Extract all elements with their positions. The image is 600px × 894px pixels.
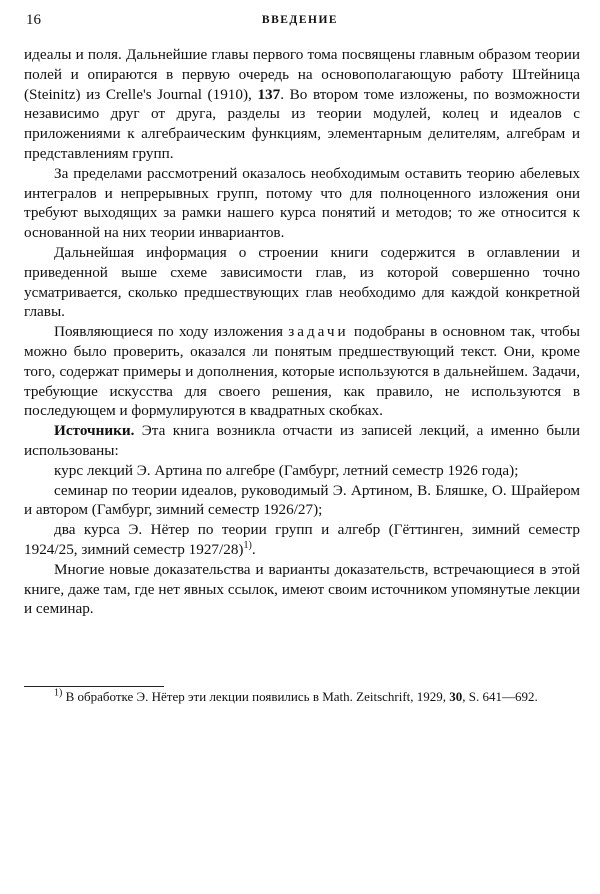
source-item-noether-courses	[24, 520, 580, 560]
page-number: 16	[26, 12, 41, 28]
footnote-marker: 1)	[54, 687, 63, 699]
paragraph-4-start: Появляющиеся по ходу изложения	[54, 323, 283, 341]
footnote-divider	[24, 686, 164, 687]
sources-heading: Источники.	[54, 422, 135, 440]
footnote-ref[interactable]: 1)	[243, 539, 252, 551]
source-item-artin-course: курс лекций Э. Артина по алгебре (Гамбург, летний семестр 1926 года);	[54, 461, 519, 479]
paragraph-structure-info: Дальнейшая информация о строении книги содержится в оглавлении и приведенной выше схеме зависимости глав, из которой совершенно точно усматривается, сколько предшествующих глав необходимо для каждой конкретной главы.	[24, 243, 580, 321]
paragraph-8-end: .	[251, 540, 256, 558]
paragraph-1-rest: . Во втором томе изложены, по возможности независимо друг от друга, разделы из теории модулей, колец и идеалов с приложениями к алгебраическим функциям, элементарным делителям, алгебрам и представлениям групп.	[24, 85, 580, 162]
paragraph-sources	[24, 421, 580, 461]
footnote-text-end: , S. 641—692.	[462, 689, 538, 704]
paragraph-proofs-origin: Многие новые доказательства и варианты доказательств, встречающиеся в этой книге, даже там, где нет явных ссылок, имеют своим источником упомянутые лекции и семинар.	[24, 560, 580, 618]
spaced-word-exercises: задачи	[288, 323, 349, 341]
paragraph-exercises	[24, 322, 580, 421]
paragraph-continuation	[24, 45, 580, 164]
footnote-text: В обработке Э. Нётер эти лекции появились в Math. Zeitschrift, 1929,	[65, 689, 447, 704]
paragraph-8-text: два курса Э. Нётер по теории групп и алгебр (Гёттинген, зимний семестр 1924/25, зимний семестр 1927/28)	[24, 521, 580, 558]
paragraph-1-text: идеалы и поля. Дальнейшие главы первого тома посвящены главным образом теории полей и опираются в первую очередь на основополагающую работу Штейница (Steinitz) из Crelle's Journal (1910),	[24, 46, 580, 103]
footnote	[24, 688, 580, 706]
paragraph-omitted-topics: За пределами рассмотрений оказалось необходимым оставить теорию абелевых интегралов и непрерывных групп, потому что для полноценного изложения они требуют выходящих за рамки нашего курса понятий и методов; то же относится к основанной на них теории инвариантов.	[24, 164, 580, 242]
footnote-volume: 30	[449, 689, 463, 704]
running-title: ВВЕДЕНИЕ	[261, 14, 339, 26]
paragraph-4-rest: подобраны в основном так, чтобы можно было проверить, оказался ли понятым предшествующий текст. Они, кроме того, содержат примеры и дополнения, которые используются в дальнейшем. Задачи, требующие искусства для своего решения, как правило, не используются в последующем и формулируются в квадратных скобках.	[24, 323, 580, 420]
running-head	[26, 12, 574, 32]
body-text	[24, 45, 580, 619]
volume-number: 137	[257, 85, 281, 103]
source-item-seminar: семинар по теории идеалов, руководимый Э. Артином, В. Бляшке, О. Шрайером и автором (Гамбург, зимний семестр 1926/27);	[24, 481, 580, 519]
paragraph-5-rest: Эта книга возникла отчасти из записей лекций, а именно были использованы:	[24, 422, 580, 459]
